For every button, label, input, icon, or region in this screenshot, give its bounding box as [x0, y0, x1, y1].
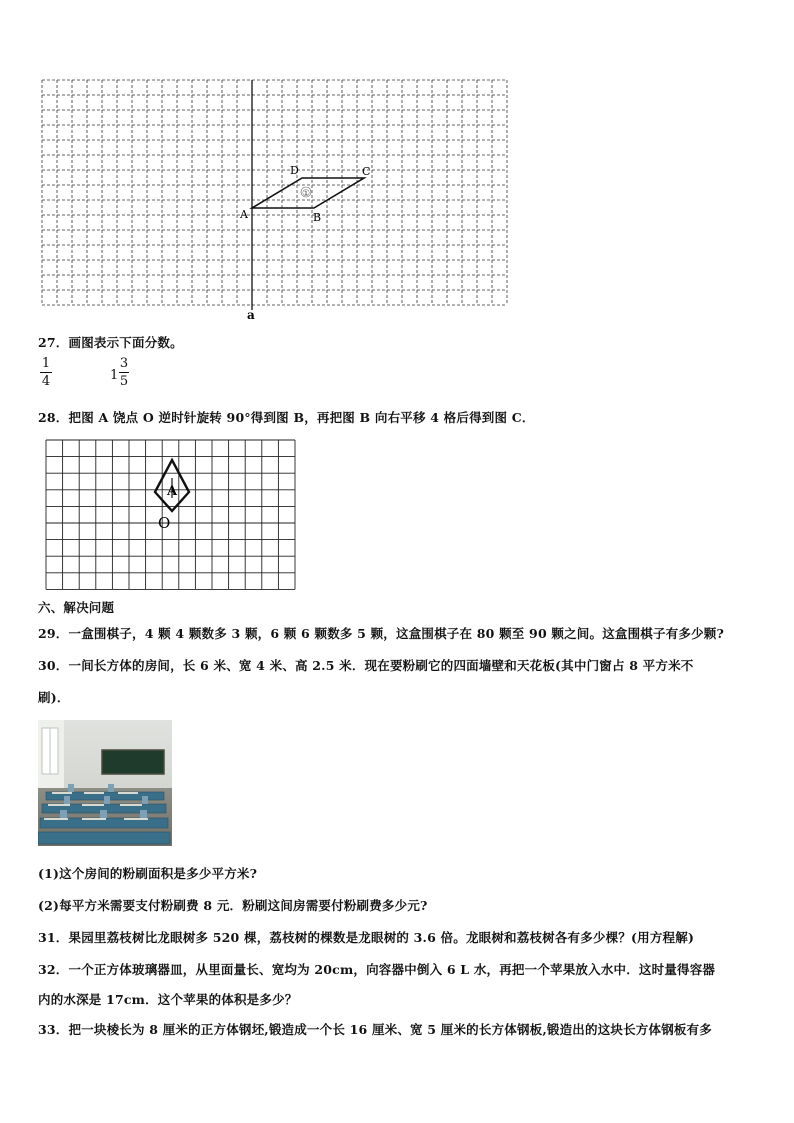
- question-30-sub2: (2)每平方米需要支付粉刷费 8 元．粉刷这间房需要付粉刷费多少元?: [38, 898, 428, 913]
- section-title-solve-problems: 六、解决问题: [38, 600, 115, 615]
- label-b: B: [313, 211, 322, 224]
- label-center: ①: [301, 189, 311, 199]
- question-30-sub1: (1)这个房间的粉刷面积是多少平方米?: [38, 866, 258, 881]
- label-axis-a: a: [247, 308, 255, 322]
- question-33: 33．把一块棱长为 8 厘米的正方体钢坯,锻造成一个长 16 厘米、宽 5 厘米的长方体钢板,锻造出的这块长方体钢板有多: [38, 1022, 713, 1037]
- label-a: A: [240, 208, 248, 221]
- fraction-one-quarter: 1 4: [41, 356, 51, 389]
- question-32-line1: 32．一个正方体玻璃器皿，从里面量长、宽均为 20cm，向容器中倒入 6 L 水，再把一个苹果放入水中．这时量得容器: [38, 962, 716, 977]
- classroom-photo: [38, 720, 172, 846]
- label-point-o: O: [158, 514, 171, 532]
- label-d: D: [290, 164, 299, 177]
- grid-figure-parallelogram: [36, 76, 516, 324]
- label-c: C: [362, 165, 371, 178]
- grid-figure-rotation: [44, 438, 304, 590]
- question-32-line2: 内的水深是 17cm．这个苹果的体积是多少？: [38, 992, 298, 1007]
- question-31: 31．果园里荔枝树比龙眼树多 520 棵，荔枝树的棵数是龙眼树的 3.6 倍。龙眼树和荔枝树各有多少棵？(用方程解): [38, 930, 695, 945]
- question-30-line2: 刷)．: [38, 690, 70, 705]
- label-shape-a: A: [166, 484, 178, 499]
- question-27: 27．画图表示下面分数。: [38, 335, 183, 350]
- question-30-line1: 30．一间长方体的房间，长 6 米、宽 4 米、高 2.5 米．现在要粉刷它的四面墙壁和天花板(其中门窗占 8 平方米不: [38, 658, 694, 673]
- question-29: 29．一盒围棋子，4 颗 4 颗数多 3 颗，6 颗 6 颗数多 5 颗，这盒围棋子在 80 颗至 90 颗之间。这盒围棋子有多少颗?: [38, 626, 725, 641]
- question-28: 28．把图 A 饶点 O 逆时针旋转 90°得到图 B，再把图 B 向右平移 4 格后得到图 C．: [38, 410, 535, 425]
